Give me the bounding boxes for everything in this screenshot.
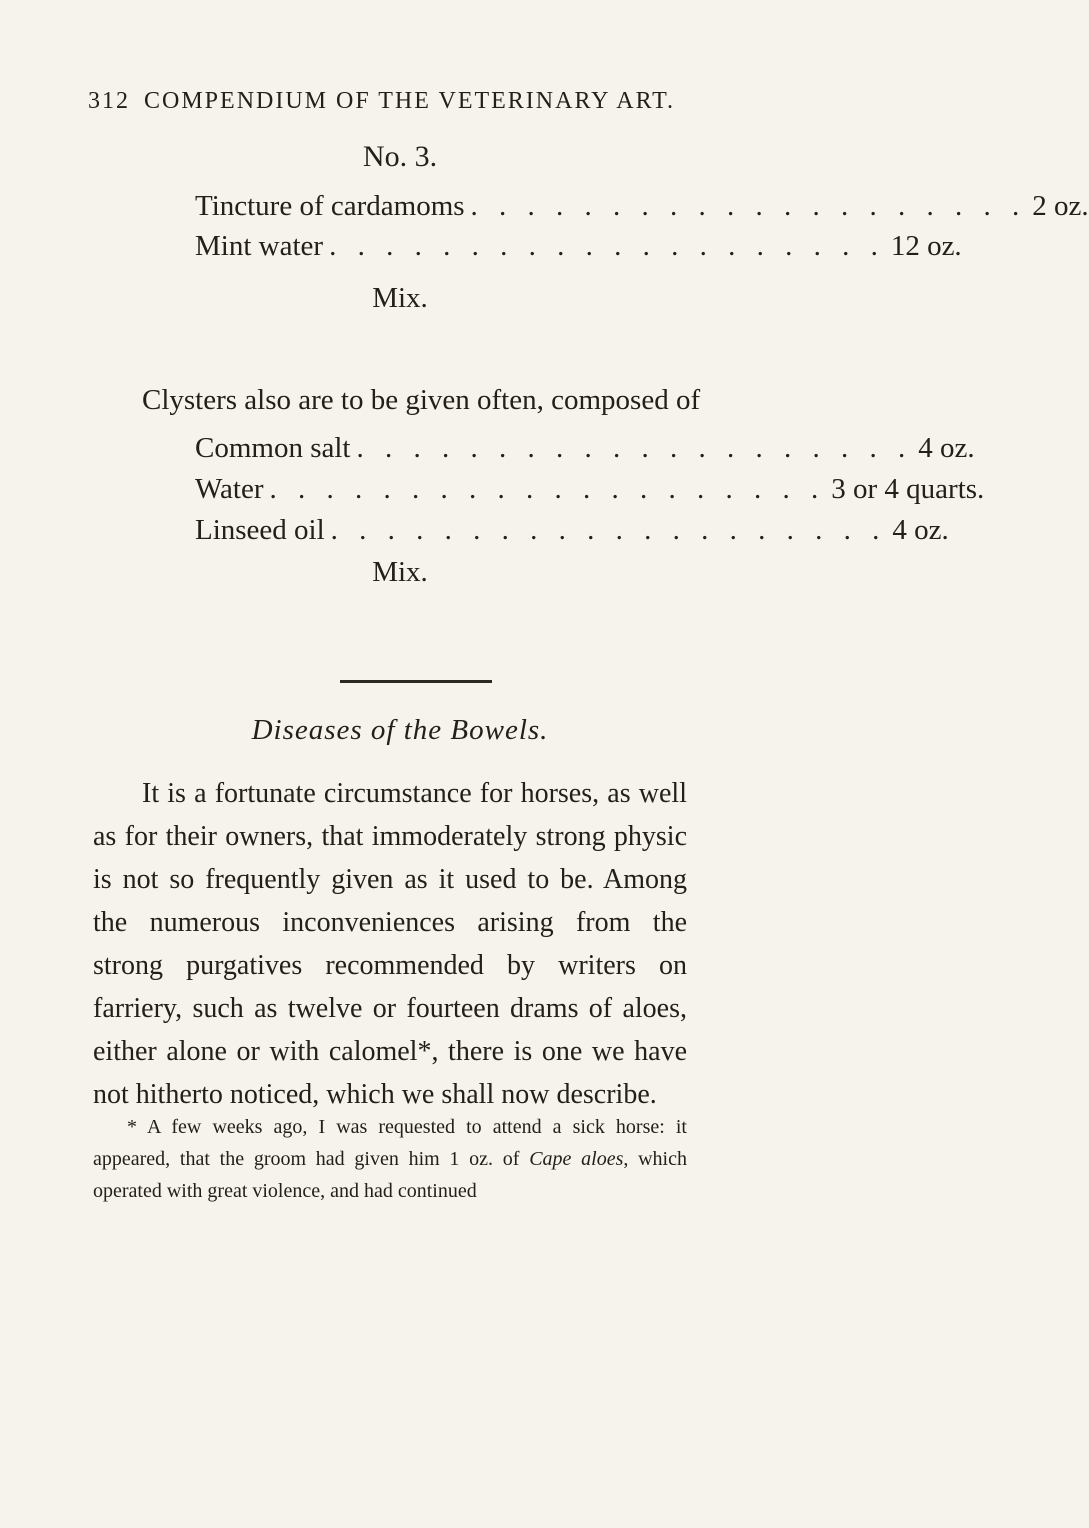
leader-dots: . . . . . . . . . . . . . . . . . . . . [356, 432, 913, 464]
ingredient-name: Water [195, 473, 264, 505]
clysters-intro: Clysters also are to be given often, composed of [142, 384, 701, 416]
ingredient-quantity: 12 oz. [890, 230, 962, 262]
leader-dots: . . . . . . . . . . . . . . . . . . . . [470, 190, 1027, 222]
running-title: COMPENDIUM OF THE VETERINARY ART. [144, 88, 676, 114]
body-paragraph: It is a fortunate circumstance for horses, as well as for their owners, that immoderately strong physic is not so frequently given as it used to be. Among the numerous inconveniences arising from the strong purgatives recommended by writers on farriery, such as twelve or fourteen drams of aloes, either alone or with calomel*, there is one we have not hitherto noticed, which we shall now describe. [93, 778, 687, 1110]
mix-instruction: Mix. [372, 282, 428, 314]
footnote-text: * A few weeks ago, I was requested to attend a sick horse: it appeared, that the groom had given him 1 oz. of [93, 1116, 687, 1170]
page-number: 312 [88, 88, 130, 114]
ingredient-row [195, 473, 985, 506]
ingredient-row [195, 230, 962, 263]
leader-dots: . . . . . . . . . . . . . . . . . . . . [269, 473, 826, 505]
ingredient-quantity: 3 or 4 quarts. [831, 473, 985, 505]
section-divider [340, 680, 492, 683]
recipe-number-title: No. 3. [362, 140, 438, 173]
mix-instruction: Mix. [372, 556, 428, 588]
ingredient-name: Common salt [195, 432, 351, 464]
footnote [93, 1111, 687, 1207]
ingredient-row [195, 432, 975, 465]
ingredient-row [195, 190, 1089, 223]
ingredient-name: Tincture of cardamoms [195, 190, 465, 222]
ingredient-quantity: 2 oz. [1032, 190, 1089, 222]
footnote-text-continued: , which operated with great violence, and had continued [93, 1148, 687, 1202]
ingredient-name: Linseed oil [195, 514, 325, 546]
leader-dots: . . . . . . . . . . . . . . . . . . . . [329, 230, 885, 262]
ingredient-quantity: 4 oz. [892, 514, 949, 546]
leader-dots: . . . . . . . . . . . . . . . . . . . . [330, 514, 887, 546]
ingredient-quantity: 4 oz. [918, 432, 975, 464]
section-heading: Diseases of the Bowels. [251, 714, 549, 746]
ingredient-name: Mint water [195, 230, 324, 262]
footnote-italic-term: Cape aloes [529, 1148, 624, 1170]
running-header [88, 88, 728, 115]
ingredient-row [195, 514, 949, 547]
